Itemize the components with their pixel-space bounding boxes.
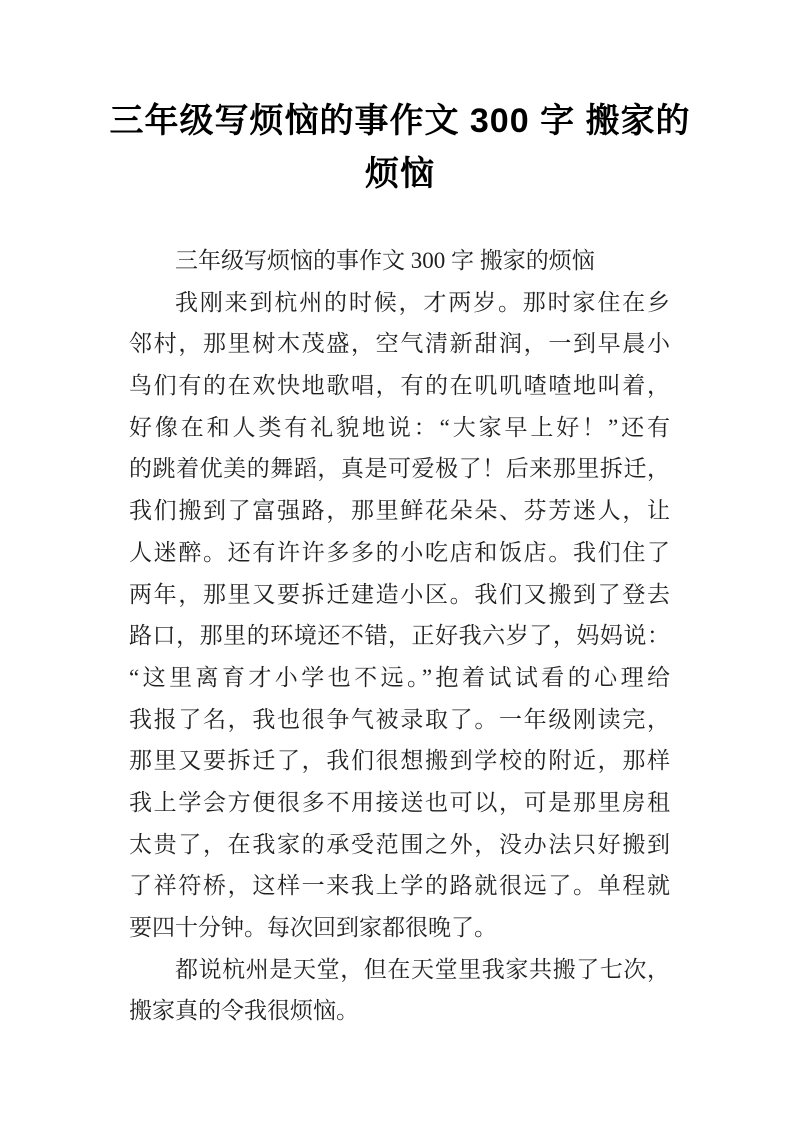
document-title (0, 95, 800, 201)
essay-line: 人迷醉。还有许许多多的小吃店和饭店。我们住了 (129, 539, 670, 565)
essay-line: 要四十分钟。每次回到家都很晚了。 (129, 915, 497, 940)
essay-line: 鸟们有的在欢快地歌唱，有的在叽叽喳喳地叫着， (129, 373, 670, 399)
document-title-line-2: 烦恼 (365, 155, 435, 193)
essay-line: 太贵了，在我家的承受范围之外，没办法只好搬到 (129, 831, 670, 857)
essay-line: 三年级写烦恼的事作文 300 字 搬家的烦恼 (175, 248, 595, 273)
essay-line: 路口，那里的环境还不错，正好我六岁了，妈妈说： (129, 623, 670, 649)
essay-body (129, 240, 670, 1032)
essay-line: 我报了名，我也很争气被录取了。一年级刚读完， (129, 706, 670, 732)
essay-line: 我刚来到杭州的时候，才两岁。那时家住在乡 (175, 289, 670, 315)
document-title-line-1: 三年级写烦恼的事作文 300 字 搬家的 (109, 102, 691, 140)
essay-line: 的跳着优美的舞蹈，真是可爱极了！后来那里拆迁， (129, 456, 670, 482)
essay-line: 搬家真的令我很烦恼。 (129, 998, 359, 1024)
essay-line: 了祥符桥，这样一来我上学的路就很远了。单程就 (129, 873, 670, 899)
essay-line: 我们搬到了富强路，那里鲜花朵朵、芬芳迷人，让 (129, 498, 670, 524)
essay-line: 好像在和人类有礼貌地说：“大家早上好！”还有 (129, 414, 670, 440)
essay-line: 我上学会方便很多不用接送也可以，可是那里房租 (129, 789, 670, 815)
essay-line: 都说杭州是天堂，但在天堂里我家共搬了七次， (175, 956, 670, 982)
essay-line: 两年，那里又要拆迁建造小区。我们又搬到了登去 (129, 581, 670, 607)
essay-line: “这里离育才小学也不远。”抱着试试看的心理给 (129, 664, 670, 690)
essay-line: 那里又要拆迁了，我们很想搬到学校的附近，那样 (129, 748, 670, 774)
essay-line: 邻村，那里树木茂盛，空气清新甜润，一到早晨小 (129, 331, 670, 357)
